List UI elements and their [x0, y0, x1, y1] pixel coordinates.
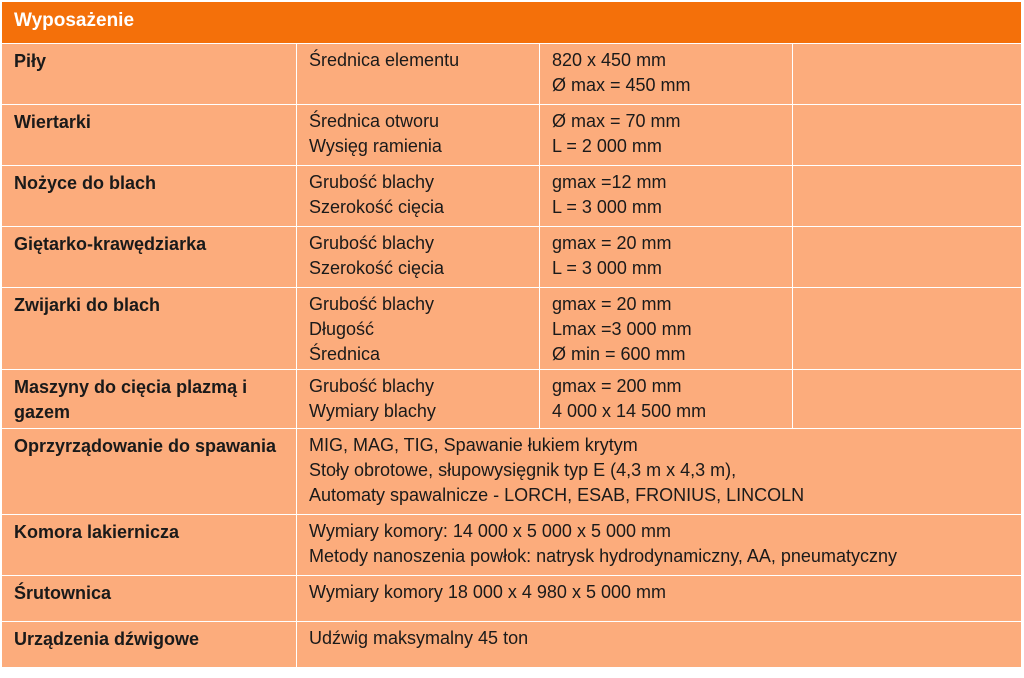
equipment-name: Wiertarki: [2, 105, 297, 166]
equipment-name: Śrutownica: [2, 576, 297, 622]
parameter-cell: [297, 166, 540, 227]
detail-line: Wymiary komory: 14 000 x 5 000 x 5 000 mm: [309, 521, 671, 541]
parameter-label: Grubość blachy: [309, 376, 435, 396]
equipment-name-text: Maszyny do cięcia plazmą i gazem: [14, 377, 248, 422]
parameter-cell: [297, 105, 540, 166]
details-cell: [297, 515, 1022, 576]
parameter-label: Średnica elementu: [309, 50, 460, 70]
details-cell: [297, 429, 1022, 515]
detail-line: Metody nanoszenia powłok: natrysk hydrodynamiczny, AA, pneumatyczny: [309, 546, 897, 566]
equipment-name: [2, 370, 297, 429]
parameter-label: Grubość blachy: [309, 172, 435, 192]
parameter-value: Ø max = 70 mm: [552, 111, 681, 131]
value-cell: [540, 105, 793, 166]
empty-cell: [793, 44, 1022, 105]
table-row: [2, 105, 1022, 166]
parameter-value: gmax = 200 mm: [552, 376, 682, 396]
parameter-value: 4 000 x 14 500 mm: [552, 401, 707, 421]
table-row: [2, 515, 1022, 576]
value-cell: [540, 370, 793, 429]
table-row: [2, 288, 1022, 370]
equipment-name: Piły: [2, 44, 297, 105]
parameter-value: L = 3 000 mm: [552, 197, 662, 217]
details-cell: [297, 622, 1022, 668]
parameter-cell: [297, 370, 540, 429]
parameter-value: Ø min = 600 mm: [552, 344, 686, 364]
table-title: Wyposażenie: [2, 2, 1022, 44]
detail-line: Stoły obrotowe, słupowysięgnik typ E (4,3 m x 4,3 m),: [309, 460, 737, 480]
equipment-name-text: Oprzyrządowanie do spawania: [14, 436, 277, 456]
parameter-label: Średnica otworu: [309, 111, 440, 131]
table-row: [2, 227, 1022, 288]
table-row: [2, 576, 1022, 622]
parameter-label: Wysięg ramienia: [309, 136, 442, 156]
empty-cell: [793, 166, 1022, 227]
empty-cell: [793, 227, 1022, 288]
equipment-name: Urządzenia dźwigowe: [2, 622, 297, 668]
parameter-value: gmax = 20 mm: [552, 233, 672, 253]
parameter-cell: [297, 44, 540, 105]
empty-cell: [793, 288, 1022, 370]
empty-cell: [793, 105, 1022, 166]
parameter-label: Grubość blachy: [309, 294, 435, 314]
parameter-cell: [297, 288, 540, 370]
parameter-label: Długość: [309, 319, 375, 339]
value-cell: [540, 227, 793, 288]
value-cell: [540, 44, 793, 105]
value-cell: [540, 288, 793, 370]
parameter-value: gmax =12 mm: [552, 172, 667, 192]
equipment-name: Nożyce do blach: [2, 166, 297, 227]
parameter-value: L = 2 000 mm: [552, 136, 662, 156]
parameter-label: Grubość blachy: [309, 233, 435, 253]
table-row: [2, 166, 1022, 227]
detail-line: Automaty spawalnicze - LORCH, ESAB, FRONIUS, LINCOLN: [309, 485, 805, 505]
value-cell: [540, 166, 793, 227]
parameter-value: gmax = 20 mm: [552, 294, 672, 314]
parameter-cell: [297, 227, 540, 288]
parameter-value: 820 x 450 mm: [552, 50, 667, 70]
parameter-label: Średnica: [309, 344, 381, 364]
equipment-name: Giętarko-krawędziarka: [2, 227, 297, 288]
table-row: [2, 44, 1022, 105]
empty-cell: [793, 370, 1022, 429]
table-row: [2, 370, 1022, 429]
parameter-value: Lmax =3 000 mm: [552, 319, 692, 339]
parameter-value: L = 3 000 mm: [552, 258, 662, 278]
parameter-label: Szerokość cięcia: [309, 197, 445, 217]
equipment-name: Komora lakiernicza: [2, 515, 297, 576]
equipment-name: Zwijarki do blach: [2, 288, 297, 370]
details-cell: [297, 576, 1022, 622]
equipment-table: [1, 1, 1022, 668]
parameter-value: Ø max = 450 mm: [552, 75, 691, 95]
table-row: [2, 429, 1022, 515]
detail-line: Udźwig maksymalny 45 ton: [309, 628, 529, 648]
equipment-name: [2, 429, 297, 515]
parameter-label: Wymiary blachy: [309, 401, 436, 421]
detail-line: MIG, MAG, TIG, Spawanie łukiem krytym: [309, 435, 638, 455]
table-row: [2, 622, 1022, 668]
parameter-label: Szerokość cięcia: [309, 258, 445, 278]
detail-line: Wymiary komory 18 000 x 4 980 x 5 000 mm: [309, 582, 666, 602]
